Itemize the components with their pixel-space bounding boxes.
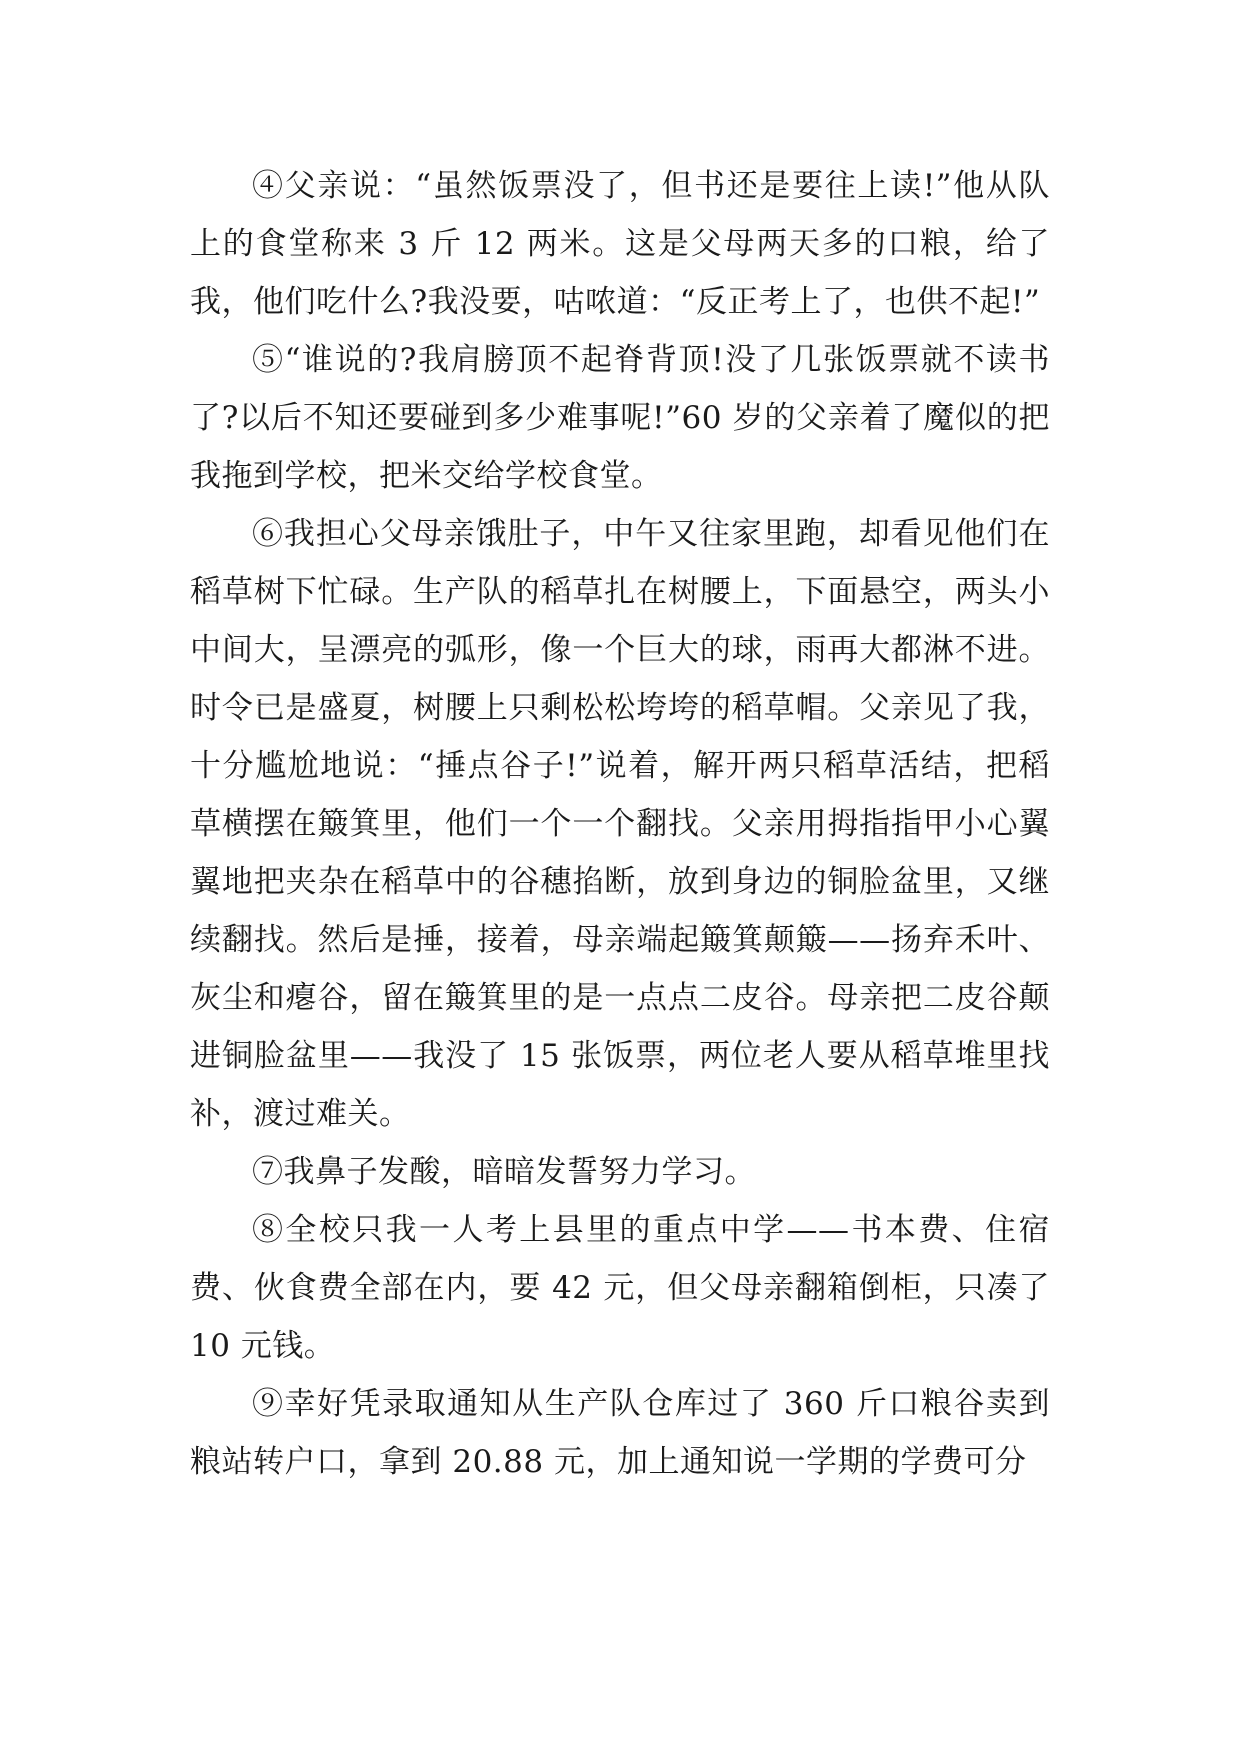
paragraph-8: ⑧全校只我一人考上县里的重点中学——书本费、住宿费、伙食费全部在内，要 42 元，但父母亲翻箱倒柜，只凑了 10 元钱。 bbox=[190, 1212, 1050, 1364]
article-body bbox=[190, 157, 1050, 1491]
paragraph-6: ⑥我担心父母亲饿肚子，中午又往家里跑，却看见他们在稻草树下忙碌。生产队的稻草扎在树腰上，下面悬空，两头小中间大，呈漂亮的弧形，像一个巨大的球，雨再大都淋不进。时令已是盛夏，树腰上只剩松松垮垮的稻草帽。父亲见了我，十分尴尬地说：“捶点谷子!”说着，解开两只稻草活结，把稻草横摆在簸箕里，他们一个一个翻找。父亲用拇指指甲小心翼翼地把夹杂在稻草中的谷穗掐断，放到身边的铜脸盆里，又继续翻找。然后是捶，接着，母亲端起簸箕颠簸——扬弃禾叶、灰尘和瘪谷，留在簸箕里的是一点点二皮谷。母亲把二皮谷颠进铜脸盆里——我没了 15 张饭票，两位老人要从稻草堆里找补，渡过难关。 bbox=[190, 516, 1050, 1132]
paragraph-9: ⑨幸好凭录取通知从生产队仓库过了 360 斤口粮谷卖到粮站转户口，拿到 20.88 元，加上通知说一学期的学费可分 bbox=[190, 1386, 1050, 1480]
paragraph-7: ⑦我鼻子发酸，暗暗发誓努力学习。 bbox=[252, 1154, 756, 1190]
paragraph-4: ④父亲说：“虽然饭票没了，但书还是要往上读!”他从队上的食堂称来 3 斤 12 两米。这是父母两天多的口粮，给了我，他们吃什么?我没要，咕哝道：“反正考上了，也供不起!” bbox=[190, 168, 1050, 320]
paragraph-5: ⑤“谁说的?我肩膀顶不起脊背顶!没了几张饭票就不读书了?以后不知还要碰到多少难事呢!”60 岁的父亲着了魔似的把我拖到学校，把米交给学校食堂。 bbox=[190, 342, 1050, 494]
